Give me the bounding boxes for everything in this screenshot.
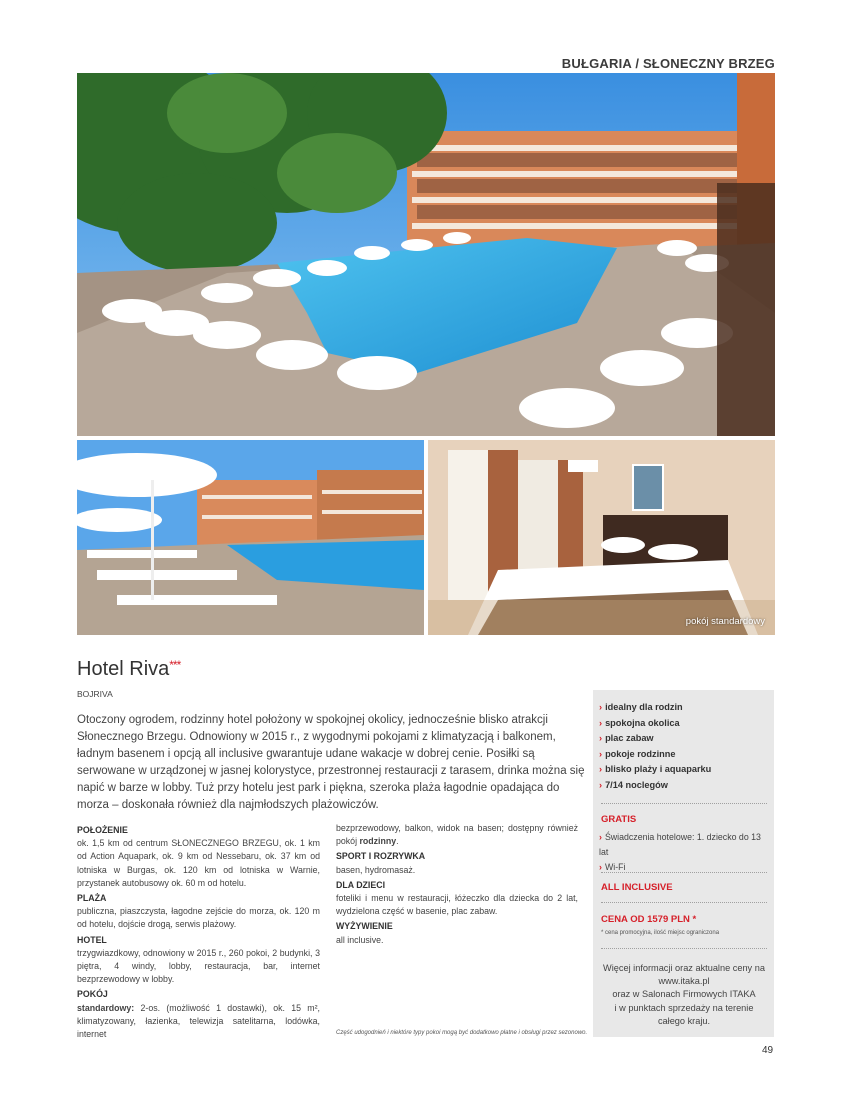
chevron-right-icon: ›: [599, 748, 603, 759]
gratis-item: [599, 830, 771, 860]
feature-label: idealny dla rodzin: [605, 702, 683, 712]
hotel-intro: Otoczony ogrodem, rodzinny hotel położony w spokojnej okolicy, jednocześnie blisko atrakcji Słonecznego Brzegu. Odnowiony w 2015 r., z wygodnymi pokojami z klimatyzacją i balkonem, ładnym basenem i opcją all inclusive gwarantuje udane wakacje w dobrej cenie. Posiłki są serwowane w urządzonej w jasnej kolorystyce, przestronnej restauracji z tarasem, drinka można się napić w barze w lobby. Tuż przy hotelu jest park i piękna, szeroka plaża łagodnie opadająca do morza – doskonała również dla najmłodszych plażowiczów.: [77, 714, 585, 811]
region-title: BUŁGARIA / SŁONECZNY BRZEG: [561, 56, 775, 71]
info-line: oraz w Salonach Firmowych ITAKA: [612, 989, 756, 1000]
hotel-code: BOJRIVA: [77, 689, 113, 699]
dzieci-text: foteliki i menu w restauracji, łóżeczko dla dziecka do 2 lat, wydzielona część w basenie, plac zabaw.: [336, 893, 578, 917]
gratis-label: Świadczenia hotelowe: 1. dziecko do 13 lat: [599, 832, 761, 857]
chevron-right-icon: ›: [599, 733, 603, 744]
photo-caption: pokój standardowy: [685, 616, 765, 627]
hotel-title: [77, 658, 180, 681]
feature-item: [599, 716, 769, 732]
feature-label: pokoje rodzinne: [605, 748, 676, 759]
pokoj-cont-end: .: [396, 836, 399, 847]
divider: [601, 872, 767, 873]
divider: [601, 803, 767, 804]
divider: [601, 948, 767, 949]
divider: [601, 902, 767, 903]
plaza-text: publiczna, piaszczysta, łagodne zejście do morza, ok. 120 m od hotelu, dojście drogą, serwis plażowy.: [77, 906, 320, 930]
gratis-heading: GRATIS: [601, 814, 637, 825]
gratis-label: Wi-Fi: [604, 862, 626, 872]
sport-text: basen, hydromasaż.: [336, 864, 416, 875]
hotel-name: Hotel Riva: [77, 658, 170, 680]
info-line: Więcej informacji oraz aktualne ceny na: [603, 963, 765, 973]
wyzywienie-text: all inclusive.: [336, 934, 384, 945]
info-text: [597, 962, 771, 1028]
pokoj-continued: [336, 822, 578, 848]
info-line: całego kraju.: [657, 1015, 711, 1026]
polozenie-text: ok. 1,5 km od centrum SŁONECZNEGO BRZEGU, ok. 1 km od Action Aquapark, ok. 9 km od Nessebaru, ok. 37 km od lotniska w Burgas, ok. 120 km od lotniska w Warnie, przystanek autobusowy ok. 60 m od hotelu.: [77, 838, 320, 888]
feature-item: [599, 778, 769, 794]
info-link[interactable]: www.itaka.pl: [658, 976, 710, 987]
feature-item: [599, 747, 769, 763]
sidebar-box: [593, 690, 774, 1037]
feature-label: plac zabaw: [605, 733, 654, 744]
hotel-text: trzygwiazdkowy, odnowiony w 2015 r., 260 pokoi, 2 budynki, 3 piętra, 4 windy, lobby, restauracja, bar, internet bezprzewodowy w lobby.: [77, 947, 320, 985]
details-column-1: [77, 822, 320, 1041]
feature-item: [599, 731, 769, 747]
price-label: CENA OD 1579 PLN *: [601, 914, 697, 925]
star-rating: ***: [169, 658, 181, 672]
dzieci-heading: DLA DZIECI: [336, 879, 386, 890]
feature-label: spokojna okolica: [605, 717, 680, 728]
chevron-right-icon: ›: [599, 779, 603, 790]
info-line: i w punktach sprzedaży na terenie: [614, 1002, 754, 1013]
details-column-2: [336, 822, 578, 947]
room-photo: [428, 440, 775, 635]
pokoj-family: rodzinny: [359, 836, 397, 847]
pokoj-heading: POKÓJ: [77, 989, 108, 1000]
feature-item: [599, 762, 769, 778]
wyzywienie-heading: WYŻYWIENIE: [336, 921, 393, 932]
price-note: * cena promocyjna, ilość miejsc ograniczona: [601, 930, 720, 936]
feature-item: [599, 700, 769, 716]
chevron-right-icon: ›: [599, 702, 603, 712]
pokoj-text: [77, 1002, 320, 1042]
feature-label: blisko plaży i aquaparku: [605, 764, 712, 775]
footnote: Część udogodnień i niektóre typy pokoi mogą być dodatkowo płatne i obsługi przez sezonowo.: [336, 1030, 588, 1036]
hotel-heading: HOTEL: [77, 934, 107, 945]
pokoj-label: standardowy:: [77, 1002, 135, 1013]
sport-heading: SPORT I ROZRYWKA: [336, 851, 426, 862]
chevron-right-icon: ›: [599, 832, 602, 842]
pool-photo: [77, 440, 424, 635]
chevron-right-icon: ›: [599, 862, 602, 872]
feature-label: 7/14 noclegów: [605, 779, 668, 790]
pokoj-desc: 2-os. (możliwość 1 dostawki), ok. 15 m², klimatyzowany, łazienka, telewizja satelitarna, lodówka, internet: [77, 1002, 320, 1040]
page-number: 49: [762, 1045, 774, 1056]
pokoj-cont-text: bezprzewodowy, balkon, widok na basen; dostępny również pokój: [336, 823, 578, 847]
plaza-heading: PLAŻA: [77, 893, 107, 904]
gratis-list: [599, 830, 771, 875]
polozenie-heading: POŁOŻENIE: [77, 825, 128, 835]
chevron-right-icon: ›: [599, 717, 603, 728]
all-inclusive-label: ALL INCLUSIVE: [601, 882, 673, 893]
main-photo: [77, 73, 775, 436]
chevron-right-icon: ›: [599, 764, 603, 775]
